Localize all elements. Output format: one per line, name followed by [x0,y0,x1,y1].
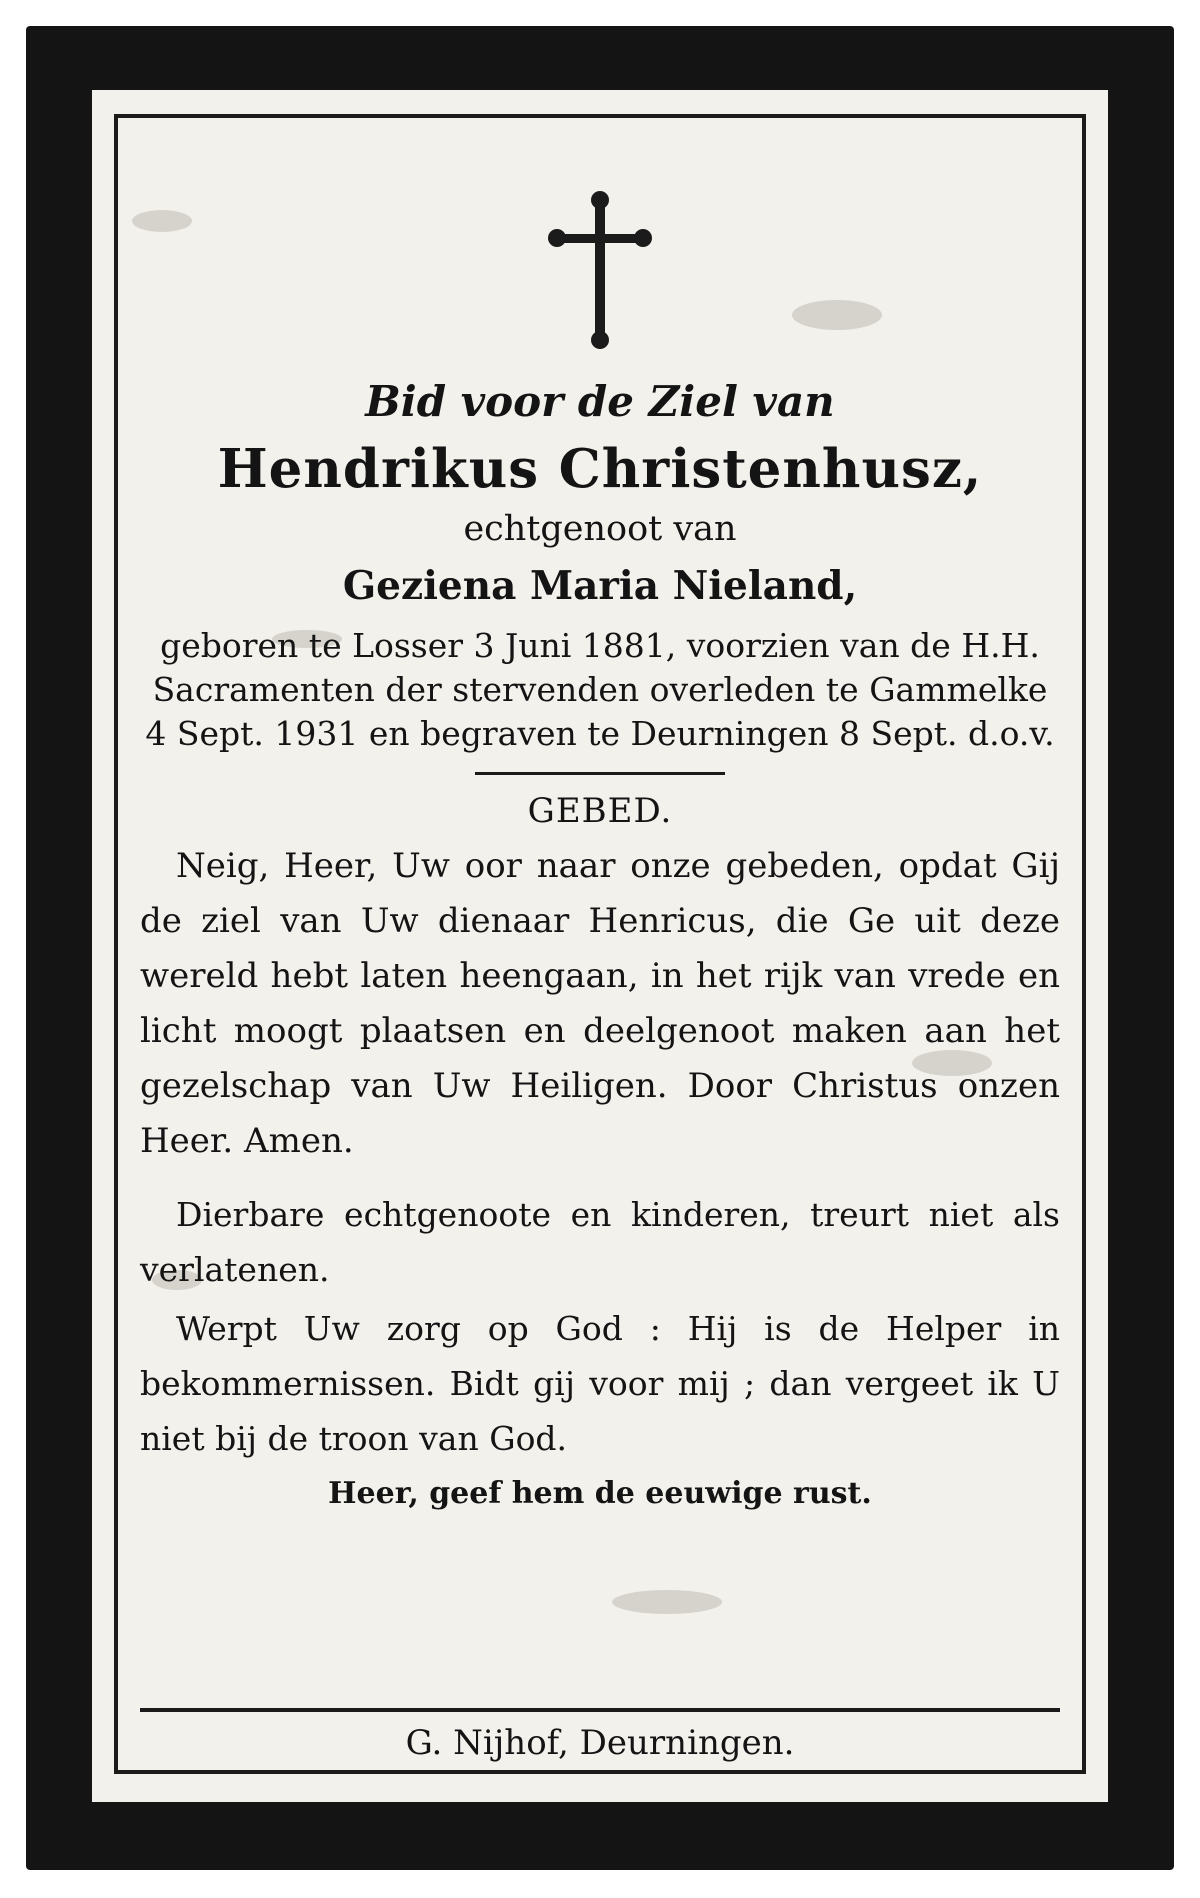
bottom-rule [140,1708,1060,1712]
closing-line: Heer, geef hem de eeuwige rust. [328,1476,872,1511]
cross-icon [545,190,655,350]
deceased-name: Hendrikus Christenhusz, [217,438,983,500]
spouse-name: Geziena Maria Nieland, [342,563,858,609]
card-content [140,190,1060,1516]
farewell-paragraph-1: Dierbare echtgenoote en kinderen, treurt niet als verlatenen. [140,1195,1060,1289]
prayer-text: Neig, Heer, Uw oor naar onze gebeden, opdat Gij de ziel van Uw dienaar Henricus, die Ge uit deze wereld hebt laten heengaan, in het rijk van vrede en licht moogt plaatsen en deelgenoot maken aan het gezelschap van Uw Heiligen. Door Christus onzen Heer. Amen. [140,846,1060,1161]
farewell-paragraph-2: Werpt Uw zorg op God : Hij is de Helper in bekommernissen. Bidt gij voor mij ; dan vergeet ik U niet bij de troon van God. [140,1309,1060,1458]
section-divider [475,772,725,775]
biography: geboren te Losser 3 Juni 1881, voorzien van de H.H. Sacramenten der stervenden overleden te Gammelke 4 Sept. 1931 en begraven te Deurningen 8 Sept. d.o.v. [145,626,1055,753]
prayer-title: GEBED. [527,791,673,831]
printer-credit: G. Nijhof, Deurningen. [405,1723,795,1763]
intro-line: Bid voor de Ziel van [365,377,835,426]
spouse-prefix: echtgenoot van [463,509,737,549]
